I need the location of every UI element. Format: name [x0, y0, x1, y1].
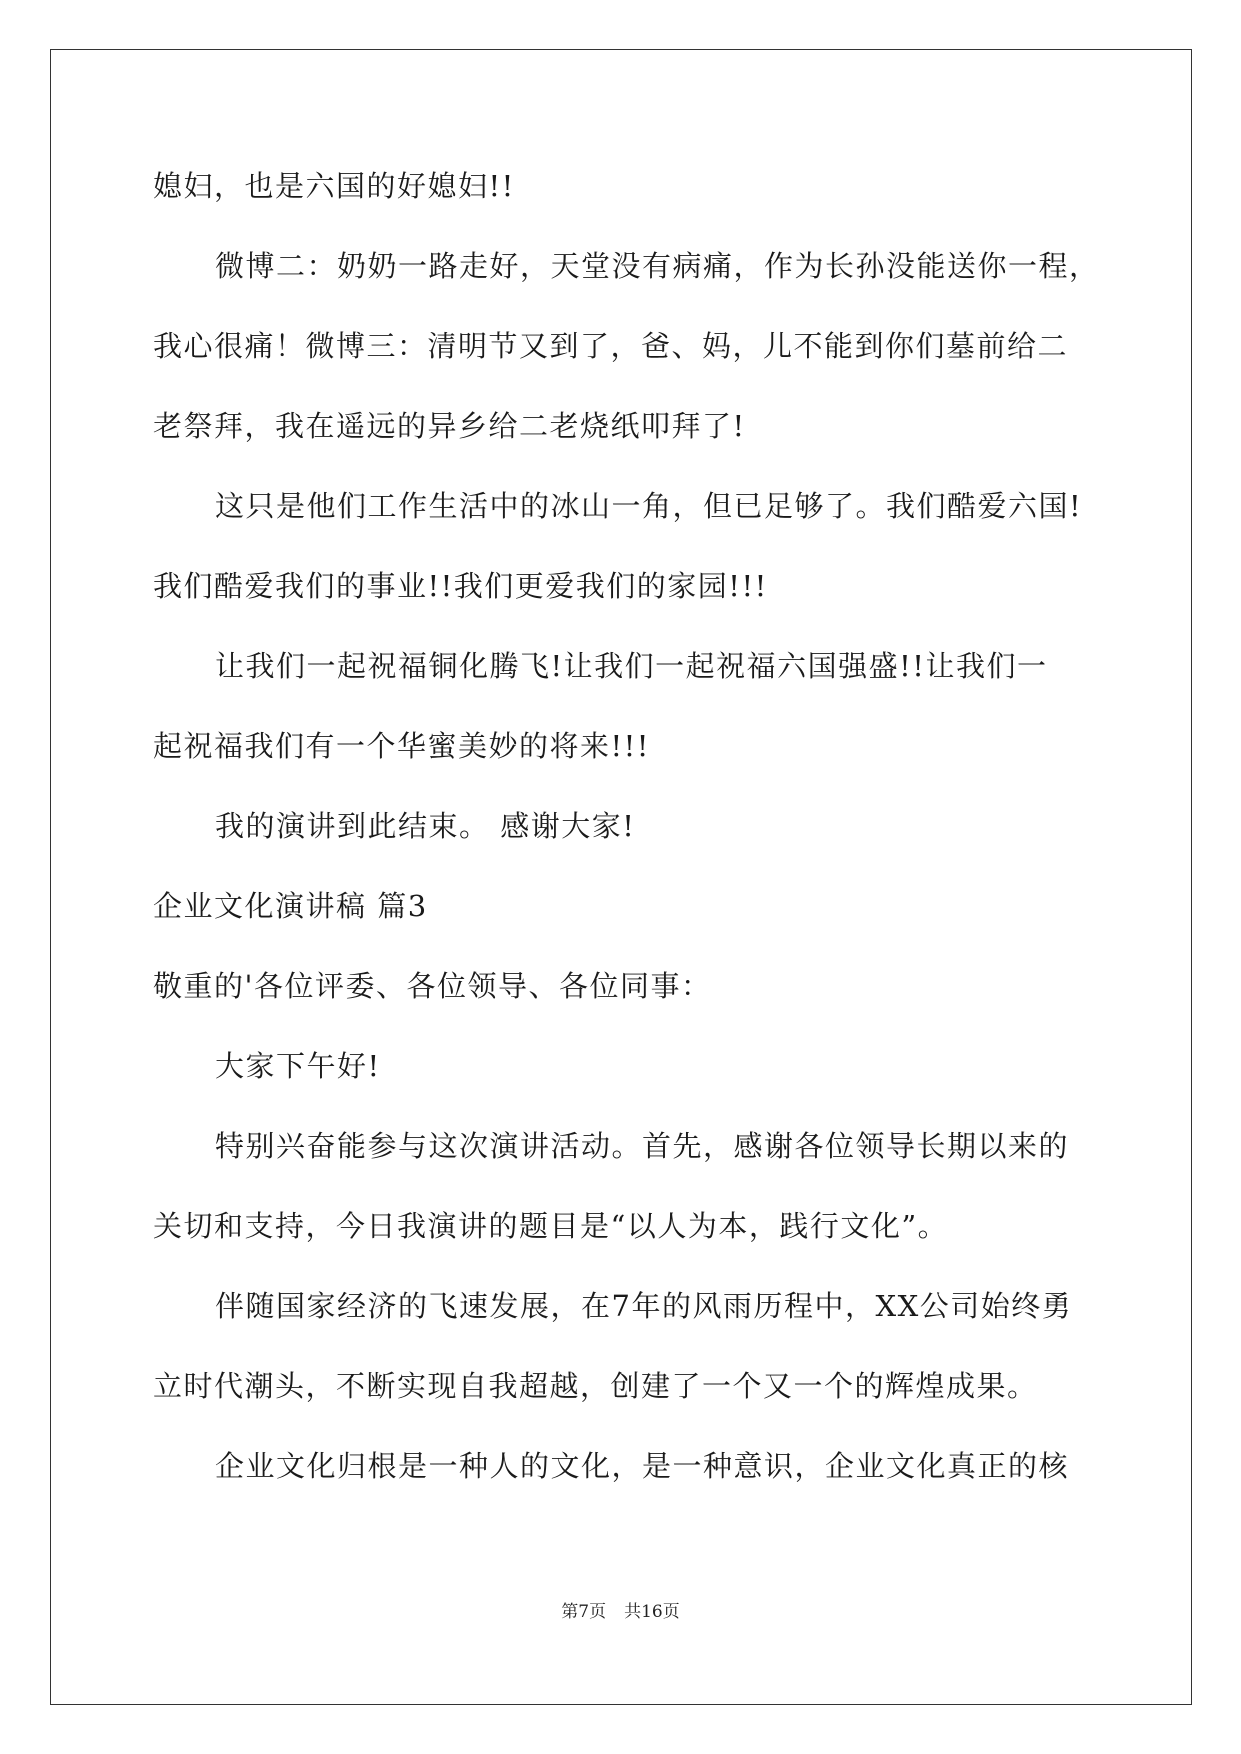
text-line: 起祝福我们有一个华蜜美妙的将来!!!	[153, 729, 650, 763]
text-line: 微博二：奶奶一路走好，天堂没有病痛，作为长孙没能送你一程，	[215, 249, 1100, 283]
greeting: 大家下午好!	[215, 1049, 381, 1083]
text-line: 让我们一起祝福铜化腾飞!让我们一起祝福六国强盛!!让我们一	[215, 649, 1048, 683]
text-line: 我的演讲到此结束。 感谢大家!	[215, 809, 636, 843]
salutation: 敬重的'各位评委、各位领导、各位同事：	[153, 969, 712, 1003]
text-line: 企业文化归根是一种人的文化，是一种意识，企业文化真正的核	[215, 1449, 1070, 1483]
text-line: 我们酷爱我们的事业!!我们更爱我们的家园!!!	[153, 569, 768, 603]
page-footer	[0, 1602, 1241, 1622]
section-heading: 企业文化演讲稿 篇3	[153, 889, 428, 923]
text-line: 我心很痛！微博三：清明节又到了，爸、妈，儿不能到你们墓前给二	[153, 329, 1069, 363]
text-line: 立时代潮头，不断实现自我超越，创建了一个又一个的辉煌成果。	[153, 1369, 1038, 1403]
text-line: 特别兴奋能参与这次演讲活动。首先，感谢各位领导长期以来的	[215, 1129, 1070, 1163]
text-line: 伴随国家经济的飞速发展，在7年的风雨历程中，XX公司始终勇	[215, 1289, 1073, 1323]
page-total: 共16页	[624, 1602, 680, 1622]
text-line: 老祭拜，我在遥远的异乡给二老烧纸叩拜了!	[153, 409, 746, 443]
page-number: 第7页	[561, 1602, 607, 1622]
text-line: 这只是他们工作生活中的冰山一角，但已足够了。我们酷爱六国!	[215, 489, 1083, 523]
text-line: 媳妇，也是六国的好媳妇!!	[153, 169, 515, 203]
text-line: 关切和支持，今日我演讲的题目是“以人为本，践行文化”。	[153, 1209, 949, 1243]
